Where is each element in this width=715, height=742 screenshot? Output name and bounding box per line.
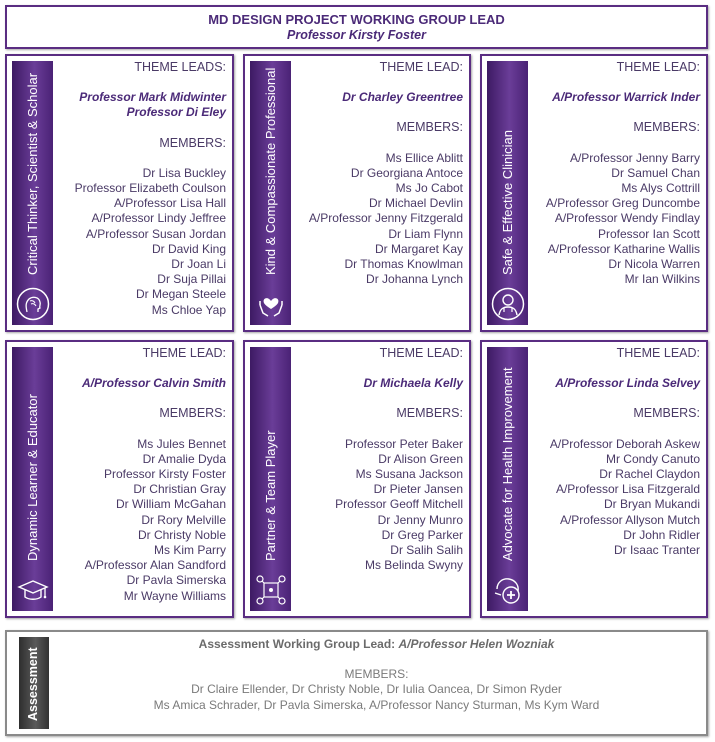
- theme-members-label: MEMBERS:: [159, 135, 226, 150]
- theme-side-bar: [487, 61, 528, 325]
- theme-name: Advocate for Health Improvement: [499, 367, 515, 561]
- theme-side-bar: [12, 347, 53, 611]
- assessment-members-label: MEMBERS:: [344, 667, 409, 682]
- theme-name: Dynamic Learner & Educator: [24, 394, 40, 561]
- theme-name: Partner & Team Player: [262, 430, 278, 561]
- theme-box: [5, 54, 234, 332]
- member-name: A/Professor Lisa Hall: [113, 196, 226, 211]
- member-name: Ms Belinda Swyny: [364, 558, 463, 573]
- assessment-members-line-2: Ms Amica Schrader, Dr Pavla Simerska, A/Professor Nancy Sturman, Ms Kym Ward: [153, 697, 600, 712]
- assessment-content: [57, 637, 696, 713]
- member-name: Dr Liam Flynn: [388, 226, 463, 241]
- theme-content: [295, 346, 463, 612]
- theme-lead-label: THEME LEAD:: [616, 346, 700, 360]
- theme-side-bar: [250, 61, 291, 325]
- assessment-box: [5, 630, 708, 736]
- theme-lead: A/Professor Calvin Smith: [81, 376, 226, 391]
- member-name: Dr John Ridler: [623, 527, 700, 542]
- member-name: Dr Greg Parker: [381, 527, 463, 542]
- project-lead-header: [5, 5, 708, 49]
- team-network-icon: [254, 573, 288, 607]
- member-name: A/Professor Alan Sandford: [84, 558, 226, 573]
- theme-members-label: MEMBERS:: [396, 406, 463, 421]
- theme-box: [243, 340, 471, 618]
- member-name: Ms Kim Parry: [154, 543, 226, 558]
- theme-box: [5, 340, 234, 618]
- theme-lead: Professor Mark Midwinter: [79, 90, 226, 105]
- member-name: Ms Jules Bennet: [137, 436, 226, 451]
- member-name: Dr Samuel Chan: [611, 165, 700, 180]
- member-name: Dr Isaac Tranter: [613, 543, 700, 558]
- theme-name: Kind & Compassionate Professional: [262, 67, 278, 275]
- member-name: Ms Susana Jackson: [355, 467, 463, 482]
- assessment-lead: A/Professor Helen Wozniak: [398, 637, 555, 651]
- member-name: A/Professor Deborah Askew: [549, 436, 700, 451]
- theme-lead-label: THEME LEAD:: [616, 60, 700, 74]
- theme-box: [480, 340, 708, 618]
- member-name: Mr Wayne Williams: [123, 588, 226, 603]
- member-name: Dr Rory Melville: [141, 512, 226, 527]
- theme-members-label: MEMBERS:: [633, 406, 700, 421]
- member-name: Dr Christy Noble: [137, 527, 226, 542]
- theme-content: [532, 60, 700, 326]
- member-name: Ms Chloe Yap: [151, 302, 226, 317]
- assessment-lead-label: Assessment Working Group Lead:: [198, 637, 396, 651]
- theme-lead-label: THEME LEAD:: [379, 60, 463, 74]
- member-name: A/Professor Katharine Wallis: [547, 241, 700, 256]
- member-name: Ms Alys Cottrill: [621, 181, 700, 196]
- theme-lead-label: THEME LEAD:: [142, 346, 226, 360]
- assessment-side-bar: [19, 637, 49, 729]
- theme-side-bar: [487, 347, 528, 611]
- member-name: A/Professor Jenny Fitzgerald: [308, 211, 463, 226]
- header-title: MD DESIGN PROJECT WORKING GROUP LEAD: [208, 12, 505, 27]
- member-name: Dr Michael Devlin: [368, 196, 463, 211]
- member-name: Mr Ian Wilkins: [624, 272, 700, 287]
- member-name: Dr Salih Salih: [390, 543, 463, 558]
- health-plus-icon: [491, 573, 525, 607]
- theme-members-label: MEMBERS:: [159, 406, 226, 421]
- theme-lead: Dr Michaela Kelly: [363, 376, 463, 391]
- member-name: Mr Condy Canuto: [605, 451, 700, 466]
- theme-lead: Professor Di Eley: [126, 105, 226, 120]
- theme-members-label: MEMBERS:: [396, 120, 463, 135]
- doctor-icon: [491, 287, 525, 321]
- member-name: A/Professor Jenny Barry: [569, 150, 700, 165]
- theme-lead: A/Professor Warrick Inder: [552, 90, 700, 105]
- member-name: Professor Geoff Mitchell: [335, 497, 463, 512]
- member-name: Dr Johanna Lynch: [366, 272, 463, 287]
- member-name: Professor Elizabeth Coulson: [74, 181, 226, 196]
- member-name: Dr Joan Li: [171, 257, 226, 272]
- member-name: Dr Georgiana Antoce: [350, 165, 463, 180]
- member-name: A/Professor Susan Jordan: [85, 226, 226, 241]
- member-name: Dr Pavla Simerska: [126, 573, 226, 588]
- theme-side-bar: [12, 61, 53, 325]
- member-name: A/Professor Wendy Findlay: [554, 211, 700, 226]
- theme-side-bar: [250, 347, 291, 611]
- member-name: Professor Ian Scott: [597, 226, 700, 241]
- header-lead: Professor Kirsty Foster: [287, 28, 426, 42]
- member-name: Dr Jenny Munro: [377, 512, 463, 527]
- member-name: Dr Bryan Mukandi: [603, 497, 700, 512]
- theme-box: [243, 54, 471, 332]
- assessment-side-label: Assessment: [26, 647, 40, 721]
- theme-content: [532, 346, 700, 612]
- member-name: Dr Thomas Knowlman: [344, 257, 463, 272]
- theme-lead-label: THEME LEADS:: [134, 60, 226, 74]
- member-name: A/Professor Allyson Mutch: [559, 512, 700, 527]
- member-name: Professor Kirsty Foster: [103, 467, 226, 482]
- graduation-cap-icon: [16, 573, 50, 607]
- theme-members-label: MEMBERS:: [633, 120, 700, 135]
- theme-lead: A/Professor Linda Selvey: [555, 376, 700, 391]
- theme-name: Safe & Effective Clinician: [499, 130, 515, 275]
- heart-hands-icon: [254, 287, 288, 321]
- theme-box: [480, 54, 708, 332]
- member-name: Ms Jo Cabot: [395, 181, 463, 196]
- member-name: Dr Christian Gray: [133, 482, 226, 497]
- member-name: Dr Rachel Claydon: [599, 467, 700, 482]
- theme-content: [57, 346, 226, 612]
- theme-lead: Dr Charley Greentree: [342, 90, 463, 105]
- theme-content: [295, 60, 463, 326]
- member-name: Dr David King: [151, 241, 226, 256]
- member-name: Dr Margaret Kay: [374, 241, 463, 256]
- brain-head-icon: [16, 287, 50, 321]
- member-name: Dr Megan Steele: [135, 287, 226, 302]
- theme-name: Critical Thinker, Scientist & Scholar: [24, 72, 40, 275]
- member-name: Dr Amalie Dyda: [142, 451, 226, 466]
- member-name: A/Professor Lindy Jeffree: [91, 211, 226, 226]
- theme-content: [57, 60, 226, 326]
- member-name: Dr Lisa Buckley: [142, 165, 226, 180]
- member-name: Dr William McGahan: [115, 497, 226, 512]
- assessment-members-line-1: Dr Claire Ellender, Dr Christy Noble, Dr Iulia Oancea, Dr Simon Ryder: [191, 682, 562, 697]
- member-name: Professor Peter Baker: [344, 436, 463, 451]
- member-name: Ms Ellice Ablitt: [385, 150, 463, 165]
- member-name: A/Professor Greg Duncombe: [545, 196, 700, 211]
- member-name: Dr Nicola Warren: [608, 257, 700, 272]
- member-name: Dr Alison Green: [378, 451, 463, 466]
- theme-lead-label: THEME LEAD:: [379, 346, 463, 360]
- member-name: A/Professor Lisa Fitzgerald: [555, 482, 700, 497]
- member-name: Dr Suja Pillai: [157, 272, 226, 287]
- member-name: Dr Pieter Jansen: [373, 482, 463, 497]
